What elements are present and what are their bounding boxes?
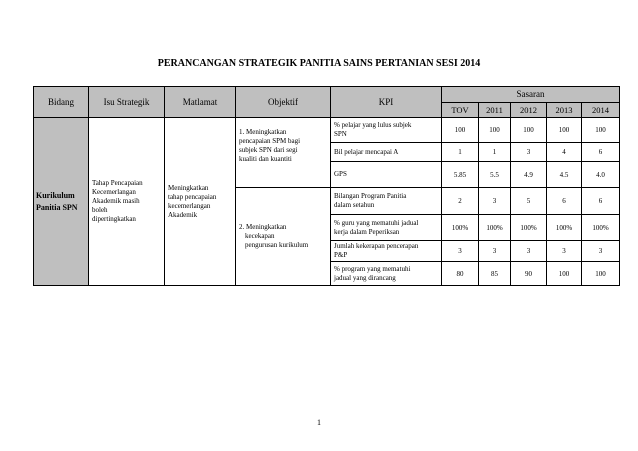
kpi-line: GPS bbox=[334, 170, 347, 178]
kpi-cell bbox=[331, 188, 442, 215]
value-cell: 6 bbox=[547, 188, 582, 215]
value-cell: 100% bbox=[582, 215, 620, 241]
value-cell: 80 bbox=[442, 262, 479, 286]
value-cell: 100% bbox=[547, 215, 582, 241]
isu-strategik-cell bbox=[89, 118, 165, 286]
value-cell: 100% bbox=[442, 215, 479, 241]
value-cell: 5.5 bbox=[479, 162, 511, 188]
page-number: 1 bbox=[317, 418, 321, 427]
value-cell: 100% bbox=[511, 215, 547, 241]
objektif-line: 2. Meningkatkan bbox=[239, 223, 287, 231]
kpi-line: kerja dalam Peperiksan bbox=[334, 227, 400, 236]
objektif-line: pencapaian SPM bagi bbox=[239, 137, 301, 145]
value-cell: 100 bbox=[479, 118, 511, 143]
kpi-line: SPN bbox=[334, 130, 347, 138]
matlamat-cell bbox=[165, 118, 236, 286]
objektif-line: kualiti dan kuantiti bbox=[239, 155, 292, 163]
kpi-line: P&P bbox=[334, 251, 348, 259]
value-cell: 5.85 bbox=[442, 162, 479, 188]
header-kpi: KPI bbox=[331, 87, 442, 118]
value-cell: 3 bbox=[479, 188, 511, 215]
matlamat-line: tahap pencapaian bbox=[168, 192, 217, 201]
value-cell: 4 bbox=[547, 143, 582, 162]
bidang-line: Panitia SPN bbox=[36, 202, 78, 212]
kpi-cell bbox=[331, 215, 442, 241]
value-cell: 100 bbox=[547, 262, 582, 286]
kpi-line: % pelajar yang lulus subjek bbox=[334, 121, 412, 129]
value-cell: 100 bbox=[547, 118, 582, 143]
objektif-line: 1. Meningkatkan bbox=[239, 128, 287, 136]
matlamat-line: Akademik bbox=[168, 210, 198, 219]
kpi-cell bbox=[331, 143, 442, 162]
value-cell: 3 bbox=[479, 241, 511, 262]
kpi-cell bbox=[331, 162, 442, 188]
objektif-line: pengurusan kurikulum bbox=[245, 241, 309, 249]
header-year: TOV bbox=[442, 102, 479, 118]
header-sasaran: Sasaran bbox=[442, 87, 620, 103]
kpi-cell bbox=[331, 118, 442, 143]
bidang-cell bbox=[34, 118, 89, 286]
kpi-cell bbox=[331, 241, 442, 262]
value-cell: 100% bbox=[479, 215, 511, 241]
header-matlamat: Matlamat bbox=[165, 87, 236, 118]
value-cell: 3 bbox=[547, 241, 582, 262]
header-year: 2012 bbox=[511, 102, 547, 118]
kpi-line: Bilangan Program Panitia bbox=[334, 192, 407, 200]
value-cell: 6 bbox=[582, 188, 620, 215]
isu-line: Akademik masih bbox=[92, 197, 140, 205]
header-isu-strategik: Isu Strategik bbox=[89, 87, 165, 118]
isu-line: Kecemerlangan bbox=[92, 188, 136, 196]
strategic-plan-table bbox=[33, 86, 620, 286]
isu-line: Tahap Pencapaian bbox=[92, 179, 143, 187]
value-cell: 3 bbox=[582, 241, 620, 262]
kpi-line: % guru yang mematuhi jadual bbox=[334, 218, 419, 227]
value-cell: 5 bbox=[511, 188, 547, 215]
objektif-line: kecekapan bbox=[245, 232, 275, 240]
value-cell: 4.9 bbox=[511, 162, 547, 188]
objektif-line: subjek SPN dari segi bbox=[239, 146, 298, 154]
kpi-line: dalam setahun bbox=[334, 201, 375, 209]
value-cell: 2 bbox=[442, 188, 479, 215]
kpi-line: % program yang mematuhi bbox=[334, 264, 411, 273]
isu-line: boleh bbox=[92, 206, 108, 214]
value-cell: 3 bbox=[442, 241, 479, 262]
kpi-line: Jumlah kekerapan pencerapan bbox=[334, 242, 419, 250]
value-cell: 90 bbox=[511, 262, 547, 286]
header-year: 2013 bbox=[547, 102, 582, 118]
objektif-2-cell bbox=[236, 188, 331, 286]
value-cell: 4.5 bbox=[547, 162, 582, 188]
matlamat-line: kecemerlangan bbox=[168, 201, 211, 210]
header-year: 2014 bbox=[582, 102, 620, 118]
value-cell: 100 bbox=[582, 118, 620, 143]
value-cell: 100 bbox=[511, 118, 547, 143]
value-cell: 3 bbox=[511, 143, 547, 162]
value-cell: 1 bbox=[442, 143, 479, 162]
value-cell: 1 bbox=[479, 143, 511, 162]
header-bidang: Bidang bbox=[34, 87, 89, 118]
value-cell: 3 bbox=[511, 241, 547, 262]
value-cell: 6 bbox=[582, 143, 620, 162]
kpi-line: jadual yang dirancang bbox=[334, 273, 396, 282]
value-cell: 100 bbox=[442, 118, 479, 143]
header-objektif: Objektif bbox=[236, 87, 331, 118]
value-cell: 4.0 bbox=[582, 162, 620, 188]
value-cell: 100 bbox=[582, 262, 620, 286]
objektif-1-cell bbox=[236, 118, 331, 188]
header-year: 2011 bbox=[479, 102, 511, 118]
value-cell: 85 bbox=[479, 262, 511, 286]
document-title: PERANCANGAN STRATEGIK PANITIA SAINS PERTANIAN SESI 2014 bbox=[157, 58, 481, 69]
matlamat-line: Meningkatkan bbox=[168, 183, 209, 192]
kpi-cell bbox=[331, 262, 442, 286]
bidang-line: Kurikulum bbox=[36, 190, 75, 200]
isu-line: dipertingkatkan bbox=[92, 215, 136, 223]
kpi-line: Bil pelajar mencapai A bbox=[334, 147, 399, 156]
